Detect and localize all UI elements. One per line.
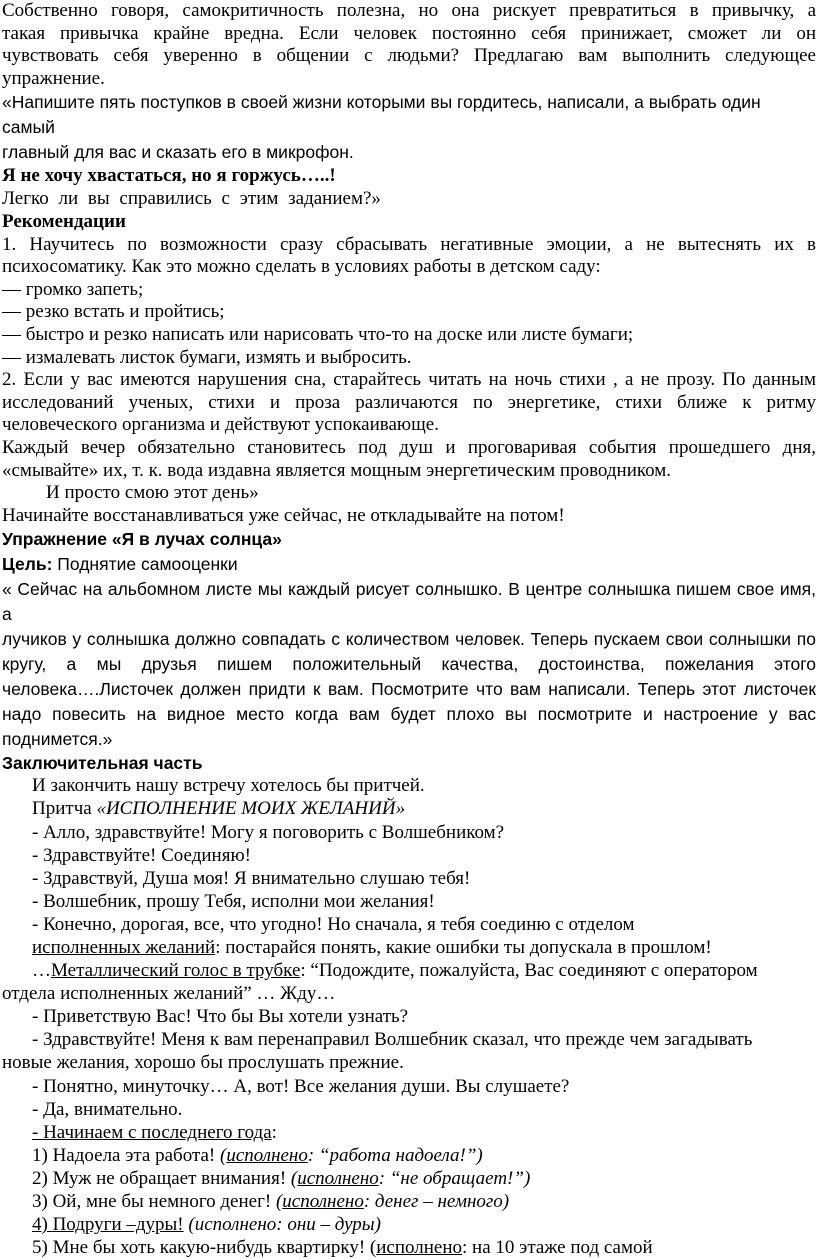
intro-line: такая привычка крайне вредна. Если человек постоянно себя принижает, сможет ли он	[2, 22, 816, 44]
dialog-line: - Приветствую Вас! Что бы Вы хотели узнать?	[32, 1006, 409, 1028]
underlined-text: Металлический голос в трубке	[51, 960, 301, 982]
dialog-line	[2, 959, 816, 982]
wish-note: : “работа надоела!”)	[307, 1144, 483, 1166]
final-section	[2, 752, 816, 1259]
goal-text: Поднятие самооценки	[52, 554, 238, 575]
dialog-line	[2, 936, 816, 959]
wish-note: исполнено	[194, 1214, 277, 1236]
dialog-line: - Конечно, дорогая, все, что угодно! Но сначала, я тебя соединю с отделом	[32, 913, 635, 935]
goal-label: Цель:	[2, 554, 53, 575]
wish-text: : на 10 этаже под самой	[462, 1237, 653, 1259]
underlined-text: исполнено	[297, 1167, 379, 1189]
intro-line: чувствовать себя уверенно в общении с людьми? Предлагаю вам выполнить следующее	[2, 45, 816, 66]
dialog-line: - Здравствуй, Душа моя! Я внимательно слушаю тебя!	[32, 867, 471, 889]
recommendation-text: психосоматику. Как это можно сделать в условиях работы в детском саду:	[2, 256, 601, 278]
final-heading: Заключительная часть	[2, 753, 203, 774]
parable-title-line	[2, 797, 816, 820]
wish-text: 5) Мне бы хоть какую-нибудь квартирку! (	[32, 1237, 377, 1259]
wish-text: 3) Ой, мне бы немного денег!	[32, 1191, 276, 1212]
wish-text: 2) Муж не обращает внимания!	[32, 1167, 291, 1189]
parable-prefix: Притча	[32, 798, 97, 820]
underlined-text: исполненных желаний	[32, 936, 216, 958]
exercise-text: кругу, а мы друзья пишем положительный качества, достоинства, пожелания этого	[2, 654, 816, 675]
exercise-text: человека….Листочек должен придти к вам. Посмотрите что вам написали. Теперь этот листочек	[2, 679, 816, 700]
underlined-text: исполнено	[376, 1237, 463, 1259]
dialog-line: - Волшебник, прошу Тебя, исполни мои желания!	[32, 890, 435, 912]
task-line: главный для вас и сказать его в микрофон.	[2, 142, 354, 162]
recommendation-text: «смывайте» их, т. к. вода издавна является мощным энергетическим проводником.	[2, 459, 672, 481]
task-line: «Напишите пять поступков в своей жизни которыми вы гордитесь, написали, а выбрать один самый	[2, 92, 761, 137]
recommendation-item: — резко встать и пройтись;	[2, 301, 225, 323]
recommendations-heading: Рекомендации	[2, 211, 126, 232]
wish-line	[2, 1213, 816, 1236]
recommendation-text: И просто смою этот день»	[46, 482, 259, 504]
dialog-line: новые желания, хорошо бы прослушать прежние.	[2, 1052, 404, 1074]
wish-note: : они – дуры)	[276, 1214, 381, 1236]
wish-note: : “не обращает!”)	[378, 1167, 531, 1189]
task-block	[2, 90, 816, 211]
wish-text: 1) Надоела эта работа!	[32, 1144, 220, 1166]
underlined-text: 4) Подруги –дуры!	[32, 1214, 184, 1236]
dialog-line	[2, 1121, 816, 1144]
dialog-line: - Да, внимательно.	[32, 1098, 183, 1120]
intro-paragraph	[2, 0, 816, 90]
recommendation-text: Каждый вечер обязательно становитесь под душ и проговаривая события прошедшего дня,	[2, 436, 816, 458]
dialog-text: …	[32, 960, 51, 982]
dialog-text: :	[271, 1121, 277, 1143]
intro-line: Собственно говоря, самокритичность полезна, но она рискует превратиться в привычку, а	[2, 0, 816, 21]
dialog-line: - Понятно, минуточку… А, вот! Все желания души. Вы слушаете?	[32, 1075, 570, 1097]
dialog-line: - Здравствуйте! Соединяю!	[32, 844, 251, 866]
recommendation-item: — быстро и резко написать или нарисовать что-то на доске или листе бумаги;	[2, 323, 634, 345]
dialog-text: : постарайся понять, какие ошибки ты допускала в прошлом!	[215, 936, 712, 958]
intro-line: упражнение.	[2, 67, 105, 89]
recommendations-section	[2, 211, 816, 527]
wish-note: (	[275, 1191, 283, 1212]
wish-note: : денег – немного)	[363, 1191, 510, 1212]
exercise-text: поднимется.»	[2, 729, 113, 750]
dialog-text: : “Подождите, пожалуйста, Вас соединяют с оператором	[300, 960, 758, 982]
parable-title: «ИСПОЛНЕНИЕ МОИХ ЖЕЛАНИЙ»	[96, 798, 406, 820]
proud-line: Я не хочу хвастаться, но я горжусь…..!	[2, 165, 336, 186]
wish-note: (	[183, 1214, 195, 1236]
exercise-goal	[2, 552, 816, 577]
wish-line	[2, 1167, 816, 1190]
final-text: И закончить нашу встречу хотелось бы притчей.	[32, 775, 425, 797]
recommendation-item: — громко запеть;	[2, 278, 144, 300]
exercise-section	[2, 527, 816, 752]
wish-note: (	[290, 1167, 298, 1189]
wish-line	[2, 1144, 816, 1167]
underlined-text: исполнено	[226, 1144, 308, 1166]
recommendation-text: 1. Научитесь по возможности сразу сбрасывать негативные эмоции, а не вытеснять их в	[2, 233, 816, 255]
exercise-text: лучиков у солнышка должно совпадать с количеством человек. Теперь пускаем свои солнышки по	[2, 629, 816, 650]
exercise-heading: Упражнение «Я в лучах солнца»	[2, 529, 282, 550]
dialog-line: отдела исполненных желаний” … Жду…	[2, 983, 336, 1005]
wish-line	[2, 1236, 816, 1259]
recommendation-text: 2. Если у вас имеются нарушения сна, старайтесь читать на ночь стихи , а не прозу. По данным	[2, 369, 816, 391]
wish-line	[2, 1190, 816, 1213]
underlined-text: исполнено	[282, 1191, 364, 1212]
dialog-line: - Здравствуйте! Меня к вам перенаправил Волшебник сказал, что прежде чем загадывать	[32, 1029, 753, 1051]
recommendation-item: — измалевать листок бумаги, измять и выбросить.	[2, 346, 412, 368]
dialog-line: - Алло, здравствуйте! Могу я поговорить с Волшебником?	[32, 821, 505, 843]
underlined-text: - Начинаем с последнего года	[32, 1121, 272, 1143]
recommendation-text: Начинайте восстанавливаться уже сейчас, не откладывайте на потом!	[2, 504, 565, 526]
exercise-text: « Сейчас на альбомном листе мы каждый рисует солнышко. В центре солнышка пишем свое имя, а	[2, 579, 816, 625]
exercise-text: надо повесить на видное место когда вам будет плохо вы посмотрите и настроение у вас	[2, 704, 816, 725]
recommendation-text: исследований ученых, стихи и проза различаются по энергетике, стихи ближе к ритму	[2, 391, 816, 413]
recommendation-text: человеческого организма и действуют успокаивающе.	[2, 414, 439, 436]
task-question: Легко ли вы справились с этим заданием?»	[2, 188, 381, 209]
wish-note: (	[220, 1144, 227, 1166]
